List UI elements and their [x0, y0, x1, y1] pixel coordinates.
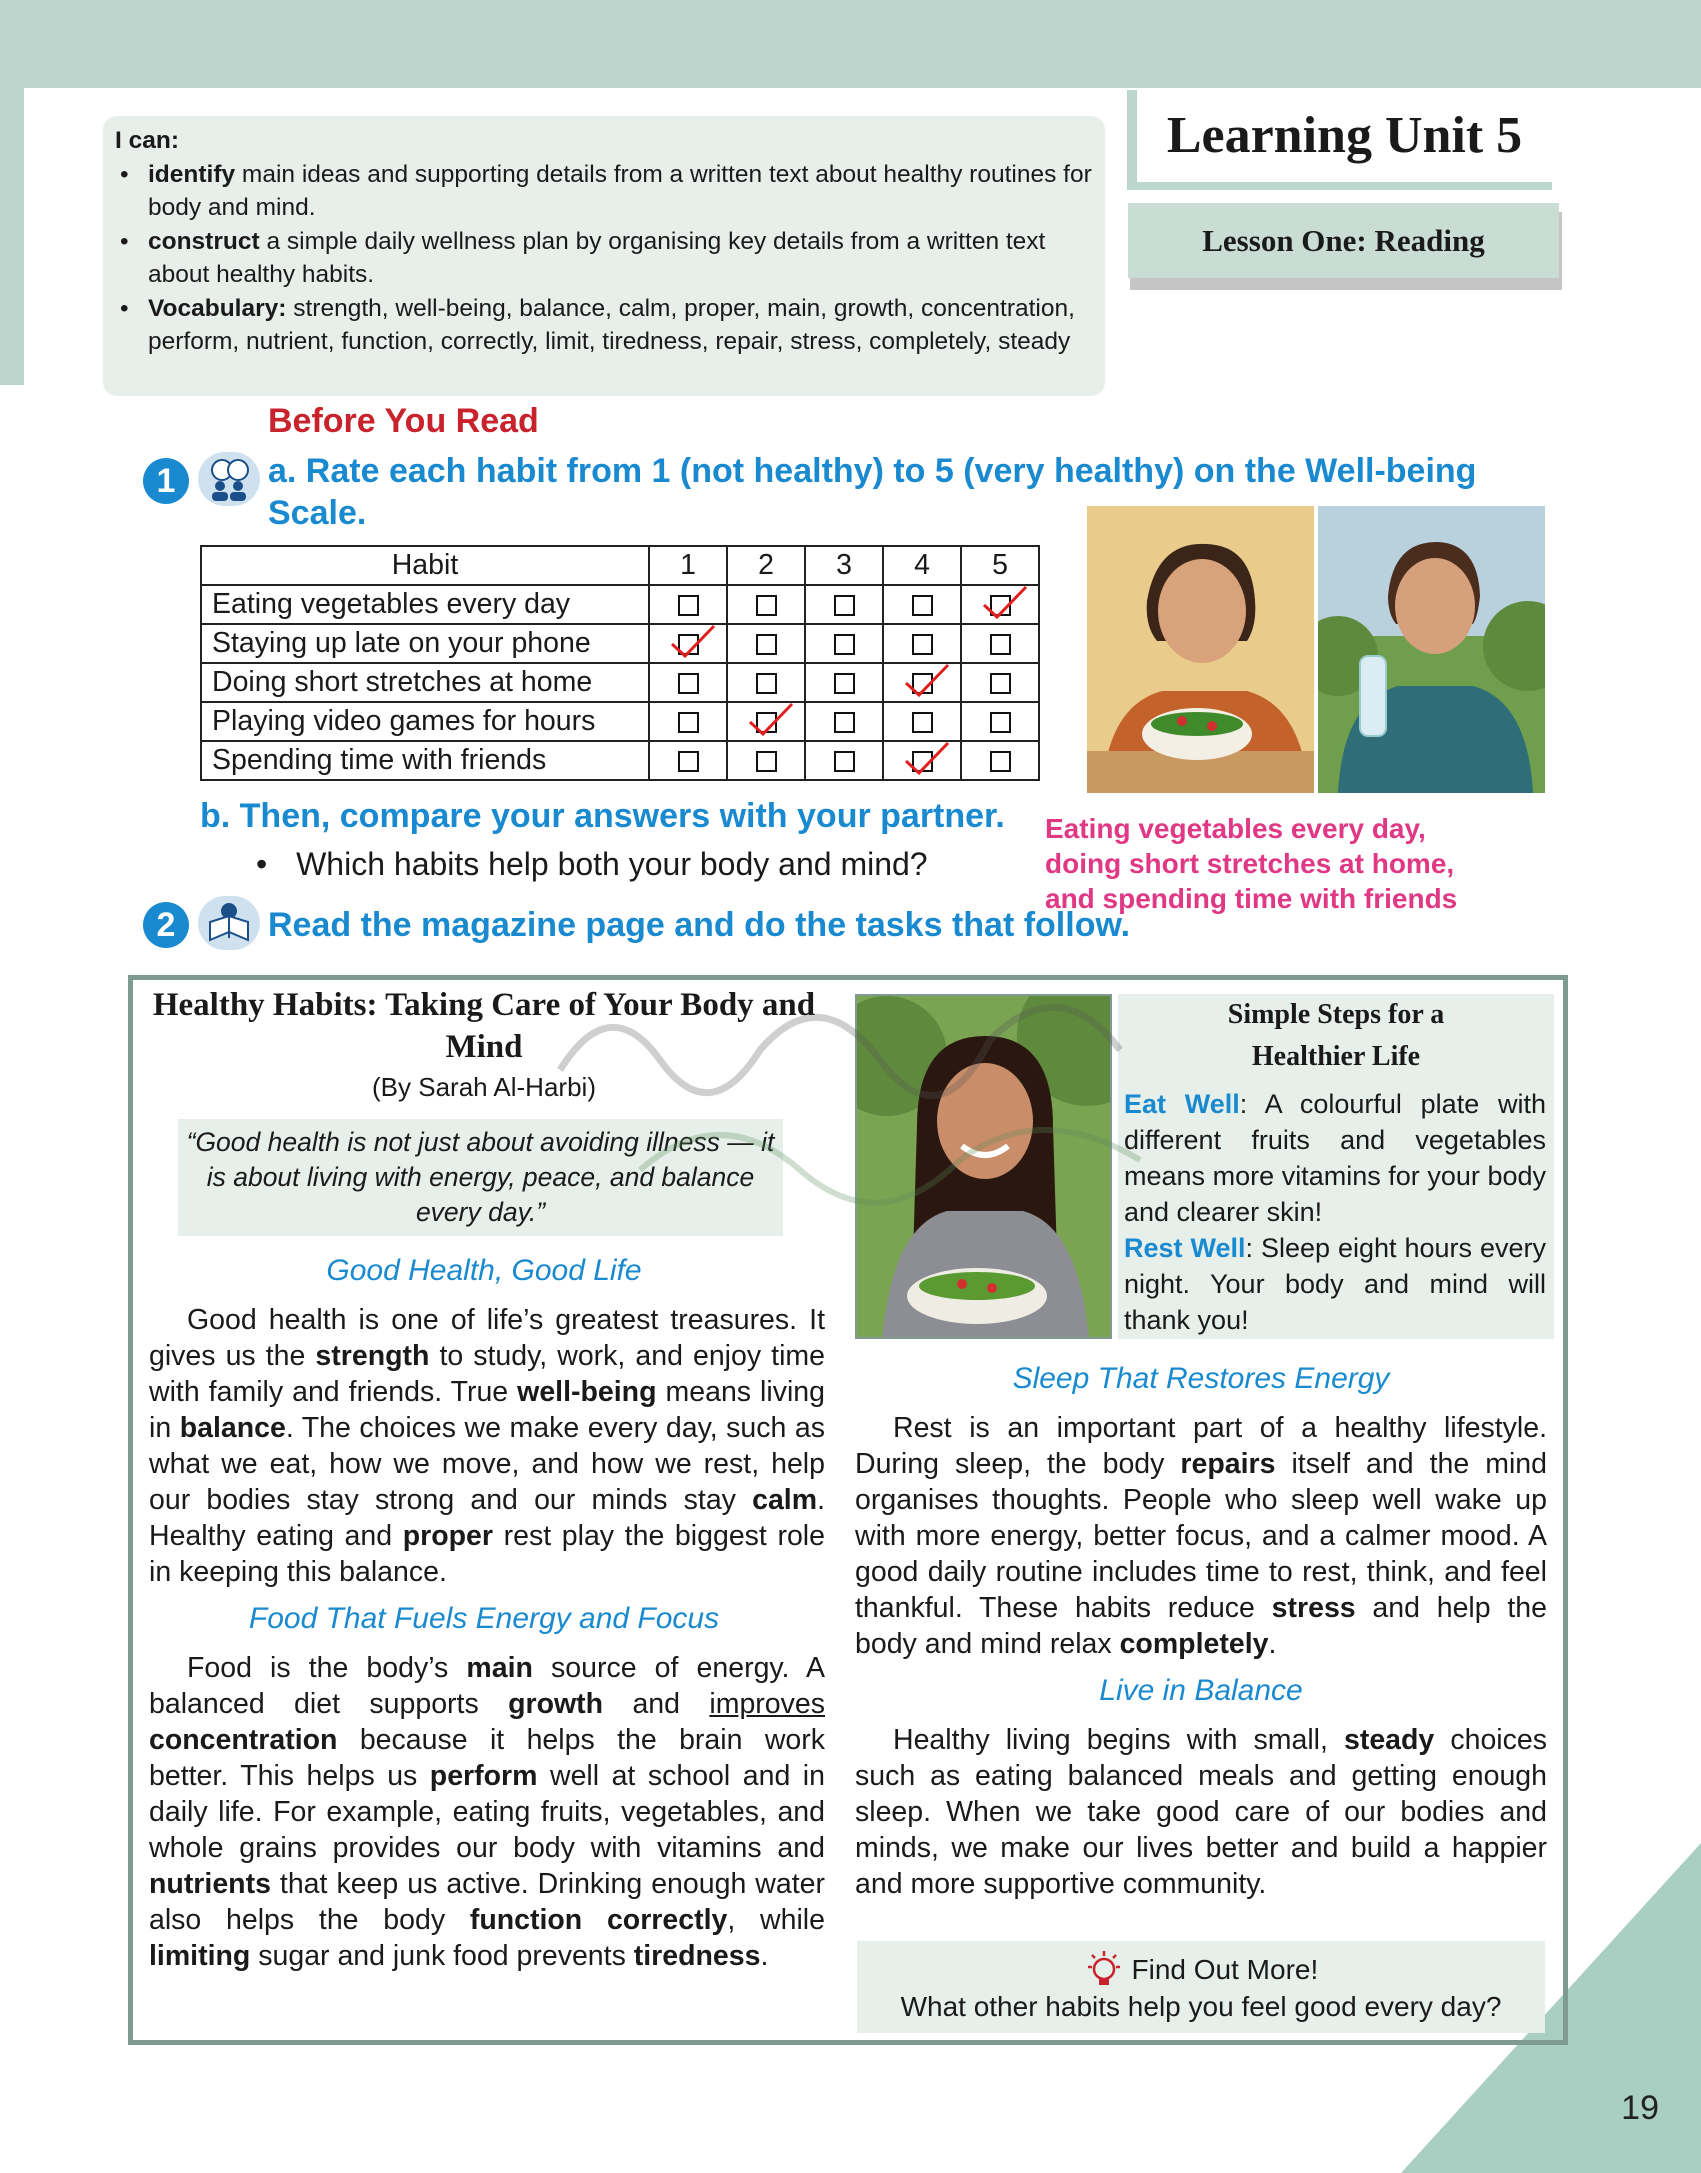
habit-cell: Eating vegetables every day [201, 585, 649, 624]
unit-title: Learning Unit 5 [1127, 90, 1552, 190]
paragraph: Healthy living begins with small, steady choices such as eating balanced meals and getting enough sleep. When we take good care of our bodies and minds, we make our lives better and build a happier and more supportive community. [855, 1724, 1547, 1900]
list-item: • identify main ideas and supporting details from a written text about healthy routines for body and mind. [148, 158, 1095, 225]
checkbox[interactable] [678, 712, 699, 733]
simple-steps-box [1118, 994, 1554, 1339]
rating-cell[interactable] [883, 624, 961, 663]
boy-water-photo [1318, 506, 1545, 793]
table-header-row [201, 546, 1039, 585]
rating-cell[interactable] [805, 624, 883, 663]
table-row [201, 624, 1039, 663]
rest-well-tip: Rest Well: Sleep eight hours every night. Your body and mind will thank you! [1124, 1233, 1546, 1335]
girl-eating-photo [855, 994, 1112, 1339]
list-item: • construct a simple daily wellness plan by organising key details from a written text about healthy habits. [148, 225, 1095, 292]
table-header: 1 [649, 546, 727, 585]
checkbox[interactable] [678, 595, 699, 616]
objectives-heading: I can: [115, 127, 179, 154]
checkbox[interactable] [756, 634, 777, 655]
rating-cell[interactable] [805, 663, 883, 702]
bullet: • [256, 846, 268, 882]
table-row [201, 702, 1039, 741]
rating-cell[interactable] [649, 741, 727, 780]
rating-cell[interactable] [649, 663, 727, 702]
lesson-title: Lesson One: Reading [1128, 203, 1559, 278]
list-item: • Vocabulary: strength, well-being, balance, calm, proper, main, growth, concentration, perform, nutrient, function, correctly, limit, tiredness, repair, stress, completely, steady [148, 292, 1095, 359]
habit-cell: Spending time with friends [201, 741, 649, 780]
top-band [0, 0, 1701, 88]
checkbox[interactable] [912, 595, 933, 616]
paragraph: Good health is one of life’s greatest treasures. It gives us the strength to study, work, and enjoy time with family and friends. True well-being means living in balance. The choices we make every day, such as what we eat, how we move, and how we rest, help our bodies stay strong and our minds stay calm. Healthy eating and proper rest play the biggest role in keeping this balance. [149, 1304, 825, 1588]
checkbox[interactable] [990, 634, 1011, 655]
task-number-2: 2 [143, 902, 189, 948]
table-header: 5 [961, 546, 1039, 585]
rating-cell[interactable] [805, 702, 883, 741]
article-byline: (By Sarah Al-Harbi) [372, 1072, 596, 1102]
lightbulb-icon [1084, 1954, 1132, 1985]
checkbox[interactable] [834, 751, 855, 772]
checkbox[interactable] [678, 673, 699, 694]
checkbox[interactable] [990, 673, 1011, 694]
checkbox[interactable] [756, 751, 777, 772]
rating-cell[interactable] [649, 702, 727, 741]
rating-cell[interactable] [883, 585, 961, 624]
find-out-more-title: Find Out More! [1131, 1954, 1319, 1985]
table-header: 3 [805, 546, 883, 585]
rating-cell[interactable] [883, 741, 961, 780]
check-mark-icon [902, 739, 952, 779]
left-band [0, 0, 24, 385]
checkbox[interactable] [834, 595, 855, 616]
checkbox[interactable] [834, 712, 855, 733]
task1-question-row [256, 846, 928, 883]
pull-quote: “Good health is not just about avoiding illness — it is about living with energy, peace, and balance every day.” [178, 1119, 783, 1236]
checkbox[interactable] [756, 673, 777, 694]
rating-cell[interactable] [805, 741, 883, 780]
find-out-more-box [857, 1941, 1545, 2033]
checkbox[interactable] [756, 595, 777, 616]
check-mark-icon [746, 700, 796, 740]
checkbox[interactable] [912, 712, 933, 733]
rating-cell[interactable] [883, 663, 961, 702]
rating-cell[interactable] [727, 663, 805, 702]
task1-part-b: b. Then, compare your answers with your partner. [200, 797, 1005, 835]
paragraph: Rest is an important part of a healthy lifestyle. During sleep, the body repairs itself and the mind organises thoughts. People who sleep well wake up with more energy, better focus, and a calmer mood. A good daily routine includes time to rest, think, and feel thankful. These habits reduce stress and help the body and mind relax completely. [855, 1412, 1547, 1660]
rating-cell[interactable] [727, 741, 805, 780]
section-title: Food That Fuels Energy and Focus [248, 1602, 720, 1635]
boy-eating-photo [1087, 506, 1314, 793]
find-out-more-question: What other habits help you feel good every day? [900, 1991, 1502, 2022]
table-row [201, 663, 1039, 702]
task1-question: Which habits help both your body and mind? [296, 846, 928, 882]
checkbox[interactable] [834, 673, 855, 694]
before-you-read-heading: Before You Read [268, 402, 539, 440]
task2-instruction: Read the magazine page and do the tasks that follow. [268, 906, 1131, 944]
paragraph: Food is the body’s main source of energy. A balanced diet supports growth and improves concentration because it helps the brain work better. This helps us perform well at school and in daily life. For example, eating fruits, vegetables, and whole grains provides our body with vitamins and nutrients that keep us active. Drinking enough water also helps the body function correctly, while limiting sugar and junk food prevents tiredness. [149, 1652, 825, 1972]
steps-title: Simple Steps for a Healthier Life [1227, 999, 1445, 1072]
article-title: Healthy Habits: Taking Care of Your Body and Mind [152, 987, 816, 1065]
task-number-1: 1 [143, 458, 189, 504]
pair-talk-icon [198, 452, 260, 506]
section-title: Live in Balance [1099, 1674, 1303, 1707]
habit-cell: Staying up late on your phone [201, 624, 649, 663]
habits-table [200, 545, 1040, 781]
rating-cell[interactable] [649, 624, 727, 663]
habit-cell: Doing short stretches at home [201, 663, 649, 702]
check-mark-icon [902, 661, 952, 701]
article-right-column [855, 1362, 1547, 1902]
table-row [201, 585, 1039, 624]
rating-cell[interactable] [727, 702, 805, 741]
page-number: 19 [1621, 2089, 1659, 2127]
checkbox[interactable] [678, 751, 699, 772]
rating-cell[interactable] [961, 702, 1039, 741]
check-mark-icon [980, 583, 1030, 623]
checkbox[interactable] [834, 634, 855, 655]
rating-cell[interactable] [961, 741, 1039, 780]
check-mark-icon [668, 622, 718, 662]
objectives-panel [103, 116, 1105, 396]
handwritten-answer: Eating vegetables every day, doing short stretches at home, and spending time with friends [1045, 813, 1458, 914]
rating-cell[interactable] [961, 624, 1039, 663]
section-title: Good Health, Good Life [326, 1254, 642, 1287]
rating-cell[interactable] [961, 585, 1039, 624]
rating-cell[interactable] [727, 585, 805, 624]
checkbox[interactable] [990, 751, 1011, 772]
table-header: Habit [201, 546, 649, 585]
article-left-column [143, 984, 825, 1974]
rating-cell[interactable] [805, 585, 883, 624]
habit-cell: Playing video games for hours [201, 702, 649, 741]
rating-cell[interactable] [961, 663, 1039, 702]
table-row [201, 741, 1039, 780]
rating-cell[interactable] [883, 702, 961, 741]
rating-cell[interactable] [727, 624, 805, 663]
reading-icon [198, 896, 260, 950]
checkbox[interactable] [990, 712, 1011, 733]
table-header: 4 [883, 546, 961, 585]
section-title: Sleep That Restores Energy [1012, 1362, 1390, 1395]
find-out-more-title-row [857, 1949, 1545, 1989]
eat-well-tip: Eat Well: A colourful plate with different fruits and vegetables means more vitamins for your body and clearer skin! [1124, 1089, 1546, 1227]
table-header: 2 [727, 546, 805, 585]
rating-cell[interactable] [649, 585, 727, 624]
objectives-list [115, 158, 1095, 359]
task1-instruction: a. Rate each habit from 1 (not healthy) to 5 (very healthy) on the Well-being Scale. [268, 452, 1477, 532]
checkbox[interactable] [912, 634, 933, 655]
